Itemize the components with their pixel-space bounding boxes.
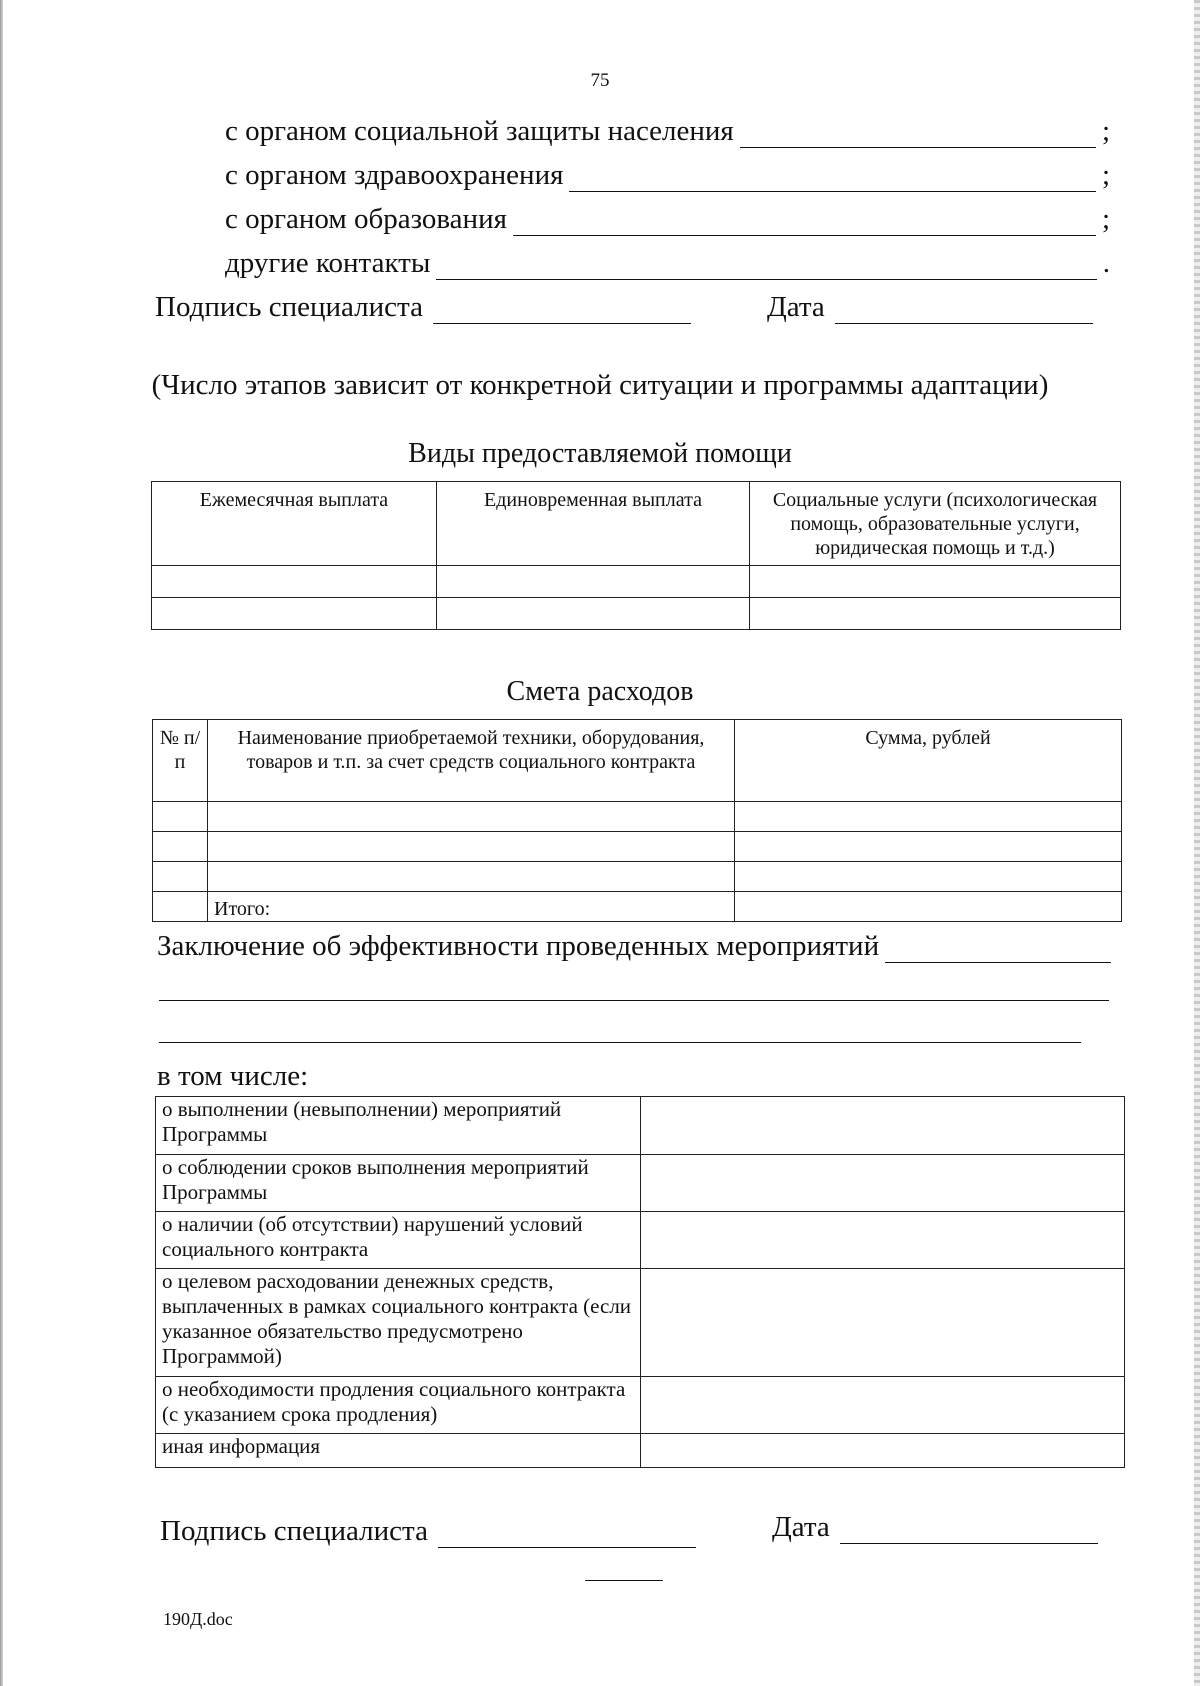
budget-title: Смета расходов (506, 676, 694, 707)
contact-line-social: с органом социальной защиты населения ; (225, 115, 1110, 147)
contact-line-education: с органом образования ; (225, 203, 1110, 235)
stages-note: (Число этапов зависит от конкретной ситуации и программы адаптации) (151, 369, 1049, 401)
budget-header-item: Наименование приобретаемой техники, оборудования, товаров и т.п. за счет средств социального контракта (208, 720, 735, 802)
aid-title: Виды предоставляемой помощи (408, 438, 792, 469)
conclusion-blank[interactable] (885, 934, 1111, 963)
budget-cell[interactable] (153, 832, 208, 862)
budget-cell[interactable] (208, 862, 735, 892)
budget-cell[interactable] (735, 862, 1122, 892)
end-rule (585, 1580, 663, 1581)
conclusion-row-value[interactable] (641, 1155, 1125, 1212)
budget-cell[interactable] (153, 802, 208, 832)
date-top-blank[interactable] (835, 295, 1093, 324)
budget-table (152, 719, 1122, 922)
conclusion-row-label: о необходимости продления социального контракта (с указанием срока продления) (156, 1377, 641, 1434)
budget-cell[interactable] (735, 832, 1122, 862)
aid-cell[interactable] (750, 566, 1121, 598)
aid-cell[interactable] (152, 598, 437, 630)
aid-header-monthly: Ежемесячная выплата (152, 482, 437, 566)
signature-top: Подпись специалиста (155, 288, 715, 324)
conclusion-rule-2[interactable] (159, 1042, 1081, 1043)
conclusion-row-value[interactable] (641, 1212, 1125, 1269)
aid-table (151, 481, 1121, 630)
signature-top-blank[interactable] (433, 295, 691, 324)
aid-header-services: Социальные услуги (психологическая помощь, образовательные услуги, юридическая помощь и т.д.) (750, 482, 1121, 566)
scan-edge-right (1194, 0, 1200, 1686)
contact-blank-health[interactable] (569, 163, 1096, 192)
budget-total-amount[interactable] (735, 892, 1122, 922)
aid-cell[interactable] (750, 598, 1121, 630)
conclusion-row-value[interactable] (641, 1097, 1125, 1155)
date-bottom-blank[interactable] (840, 1515, 1098, 1544)
budget-header-number: № п/п (153, 720, 208, 802)
contact-blank-education[interactable] (513, 207, 1096, 236)
budget-cell[interactable] (153, 892, 208, 922)
contact-blank-other[interactable] (436, 251, 1096, 280)
budget-total-label: Итого: (208, 892, 735, 922)
contact-blank-social[interactable] (740, 119, 1096, 148)
conclusion-line: Заключение об эффективности проведенных мероприятий (157, 927, 1117, 963)
conclusion-row-label: о выполнении (невыполнении) мероприятий Программы (156, 1097, 641, 1155)
contact-line-other: другие контакты . (225, 247, 1110, 279)
conclusion-row-value[interactable] (641, 1434, 1125, 1468)
aid-cell[interactable] (437, 566, 750, 598)
aid-cell[interactable] (437, 598, 750, 630)
footer-filename: 190Д.doc (163, 1609, 233, 1629)
date-top: Дата (767, 288, 1107, 324)
budget-cell[interactable] (735, 802, 1122, 832)
signature-bottom: Подпись специалиста (160, 1512, 720, 1548)
page-number: 75 (590, 70, 610, 91)
conclusion-table (155, 1096, 1125, 1468)
conclusion-row-label: о наличии (об отсутствии) нарушений условий социального контракта (156, 1212, 641, 1269)
conclusion-rule-1[interactable] (159, 1000, 1109, 1001)
budget-cell[interactable] (208, 832, 735, 862)
signature-bottom-blank[interactable] (438, 1519, 696, 1548)
conclusion-row-label: иная информация (156, 1434, 641, 1468)
conclusion-row-value[interactable] (641, 1377, 1125, 1434)
conclusion-row-label: о соблюдении сроков выполнения мероприятий Программы (156, 1155, 641, 1212)
conclusion-row-value[interactable] (641, 1269, 1125, 1377)
date-bottom: Дата (772, 1508, 1112, 1544)
scan-edge-left (0, 0, 3, 1686)
contact-line-health: с органом здравоохранения ; (225, 159, 1110, 191)
aid-cell[interactable] (152, 566, 437, 598)
including-label: в том числе: (157, 1060, 309, 1092)
budget-header-amount: Сумма, рублей (735, 720, 1122, 802)
budget-cell[interactable] (153, 862, 208, 892)
budget-cell[interactable] (208, 802, 735, 832)
aid-header-lumpsum: Единовременная выплата (437, 482, 750, 566)
conclusion-row-label: о целевом расходовании денежных средств, выплаченных в рамках социального контракта (если указанное обязательство предусмотрено Программой) (156, 1269, 641, 1377)
